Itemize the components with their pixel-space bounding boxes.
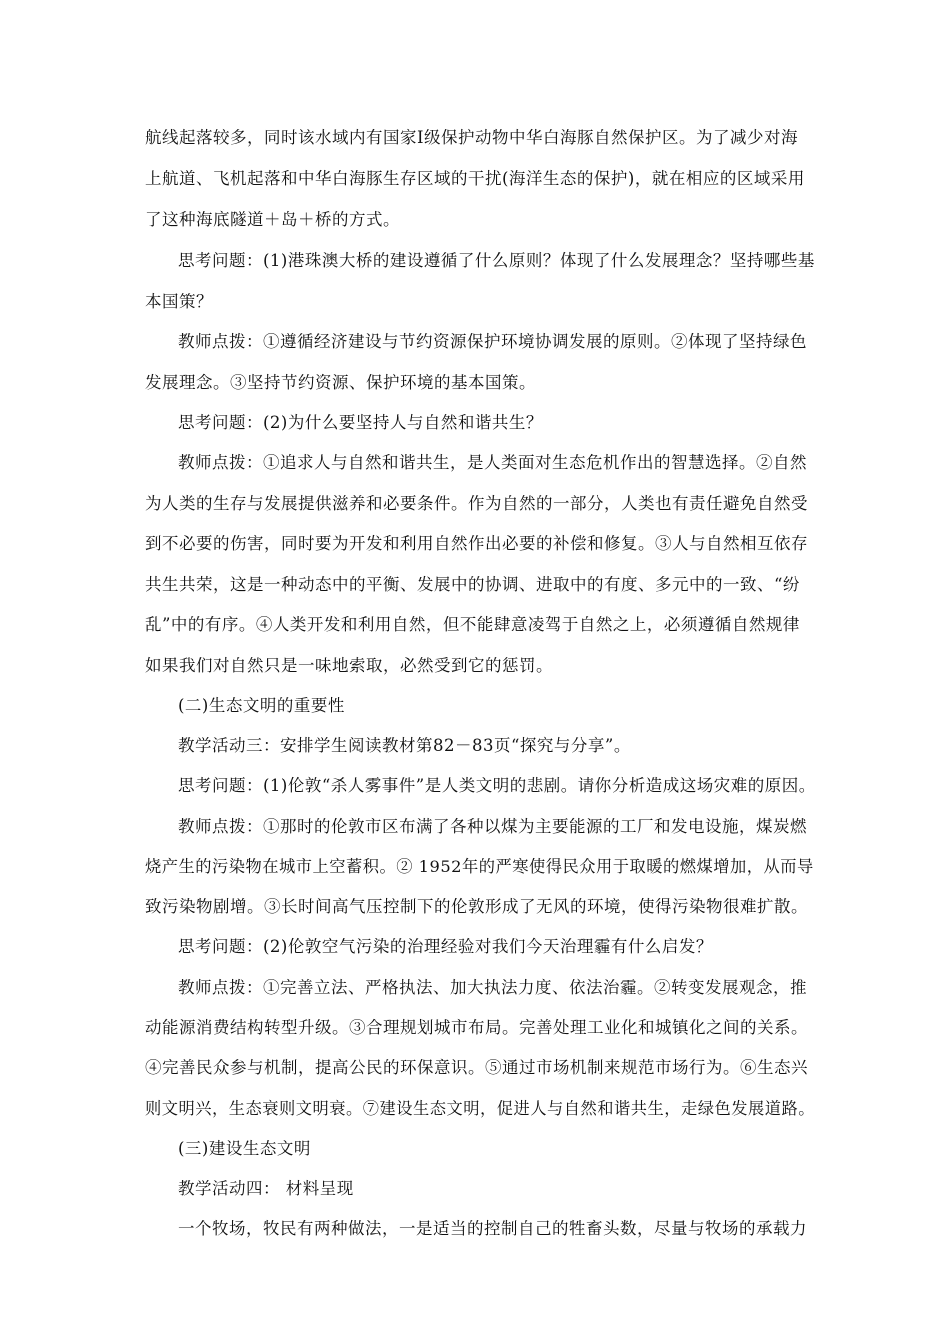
text-line: 致污染物剧增。③长时间高气压控制下的伦敦形成了无风的环境，使得污染物很难扩散。 [145, 897, 808, 916]
text-line: 教师点拨：①完善立法、严格执法、加大执法力度、依法治霾。②转变发展观念，推 [178, 978, 807, 997]
text-line: 思考问题：(2)为什么要坚持人与自然和谐共生？ [178, 413, 543, 432]
text-line: 航线起落较多，同时该水域内有国家Ⅰ级保护动物中华白海豚自然保护区。为了减少对海 [145, 128, 799, 147]
text-line: 发展理念。③坚持节约资源、保护环境的基本国策。 [145, 373, 536, 392]
text-line: 烧产生的污染物在城市上空蓄积。② 1952年的严寒使得民众用于取暖的燃煤增加，从而导 [145, 857, 814, 876]
text-line: 教师点拨：①那时的伦敦市区布满了各种以煤为主要能源的工厂和发电设施，煤炭燃 [178, 817, 807, 836]
text-line: 本国策？ [145, 292, 213, 311]
text-line: 了这种海底隧道＋岛＋桥的方式。 [145, 210, 400, 229]
text-line: 教学活动三：安排学生阅读教材第82－83页“探究与分享”。 [178, 736, 631, 755]
text-line: 一个牧场，牧民有两种做法，一是适当的控制自己的牲畜头数，尽量与牧场的承载力 [178, 1219, 807, 1238]
text-line: 教学活动四： 材料呈现 [178, 1179, 354, 1198]
text-line: 共生共荣，这是一种动态中的平衡、发展中的协调、进取中的有度、多元中的一致、“纷 [145, 575, 800, 594]
text-line: 思考问题：(1)港珠澳大桥的建设遵循了什么原则？体现了什么发展理念？坚持哪些基 [178, 251, 815, 270]
text-line: 动能源消费结构转型升级。③合理规划城市布局。完善处理工业化和城镇化之间的关系。 [145, 1018, 808, 1037]
text-line: 思考问题：(1)伦敦“杀人雾事件”是人类文明的悲剧。请你分析造成这场灾难的原因。 [178, 776, 816, 795]
section-heading: (三)建设生态文明 [178, 1139, 311, 1158]
section-heading: (二)生态文明的重要性 [178, 696, 345, 715]
text-line: 则文明兴，生态衰则文明衰。⑦建设生态文明，促进人与自然和谐共生，走绿色发展道路。 [145, 1099, 815, 1118]
text-line: 上航道、飞机起落和中华白海豚生存区域的干扰(海洋生态的保护)，就在相应的区域采用 [145, 169, 805, 188]
text-line: 为人类的生存与发展提供滋养和必要条件。作为自然的一部分，人类也有责任避免自然受 [145, 494, 808, 513]
text-line: 教师点拨：①追求人与自然和谐共生，是人类面对生态危机作出的智慧选择。②自然 [178, 453, 807, 472]
text-line: 乱”中的有序。④人类开发和利用自然，但不能肆意凌驾于自然之上，必须遵循自然规律 [145, 615, 800, 634]
text-line: 教师点拨：①遵循经济建设与节约资源保护环境协调发展的原则。②体现了坚持绿色 [178, 332, 807, 351]
text-line: 如果我们对自然只是一味地索取，必然受到它的惩罚。 [145, 656, 553, 675]
text-line: 思考问题：(2)伦敦空气污染的治理经验对我们今天治理霾有什么启发？ [178, 937, 713, 956]
text-line: ④完善民众参与机制，提高公民的环保意识。⑤通过市场机制来规范市场行为。⑥生态兴 [145, 1058, 808, 1077]
text-line: 到不必要的伤害，同时要为开发和利用自然作出必要的补偿和修复。③人与自然相互依存 [145, 534, 808, 553]
